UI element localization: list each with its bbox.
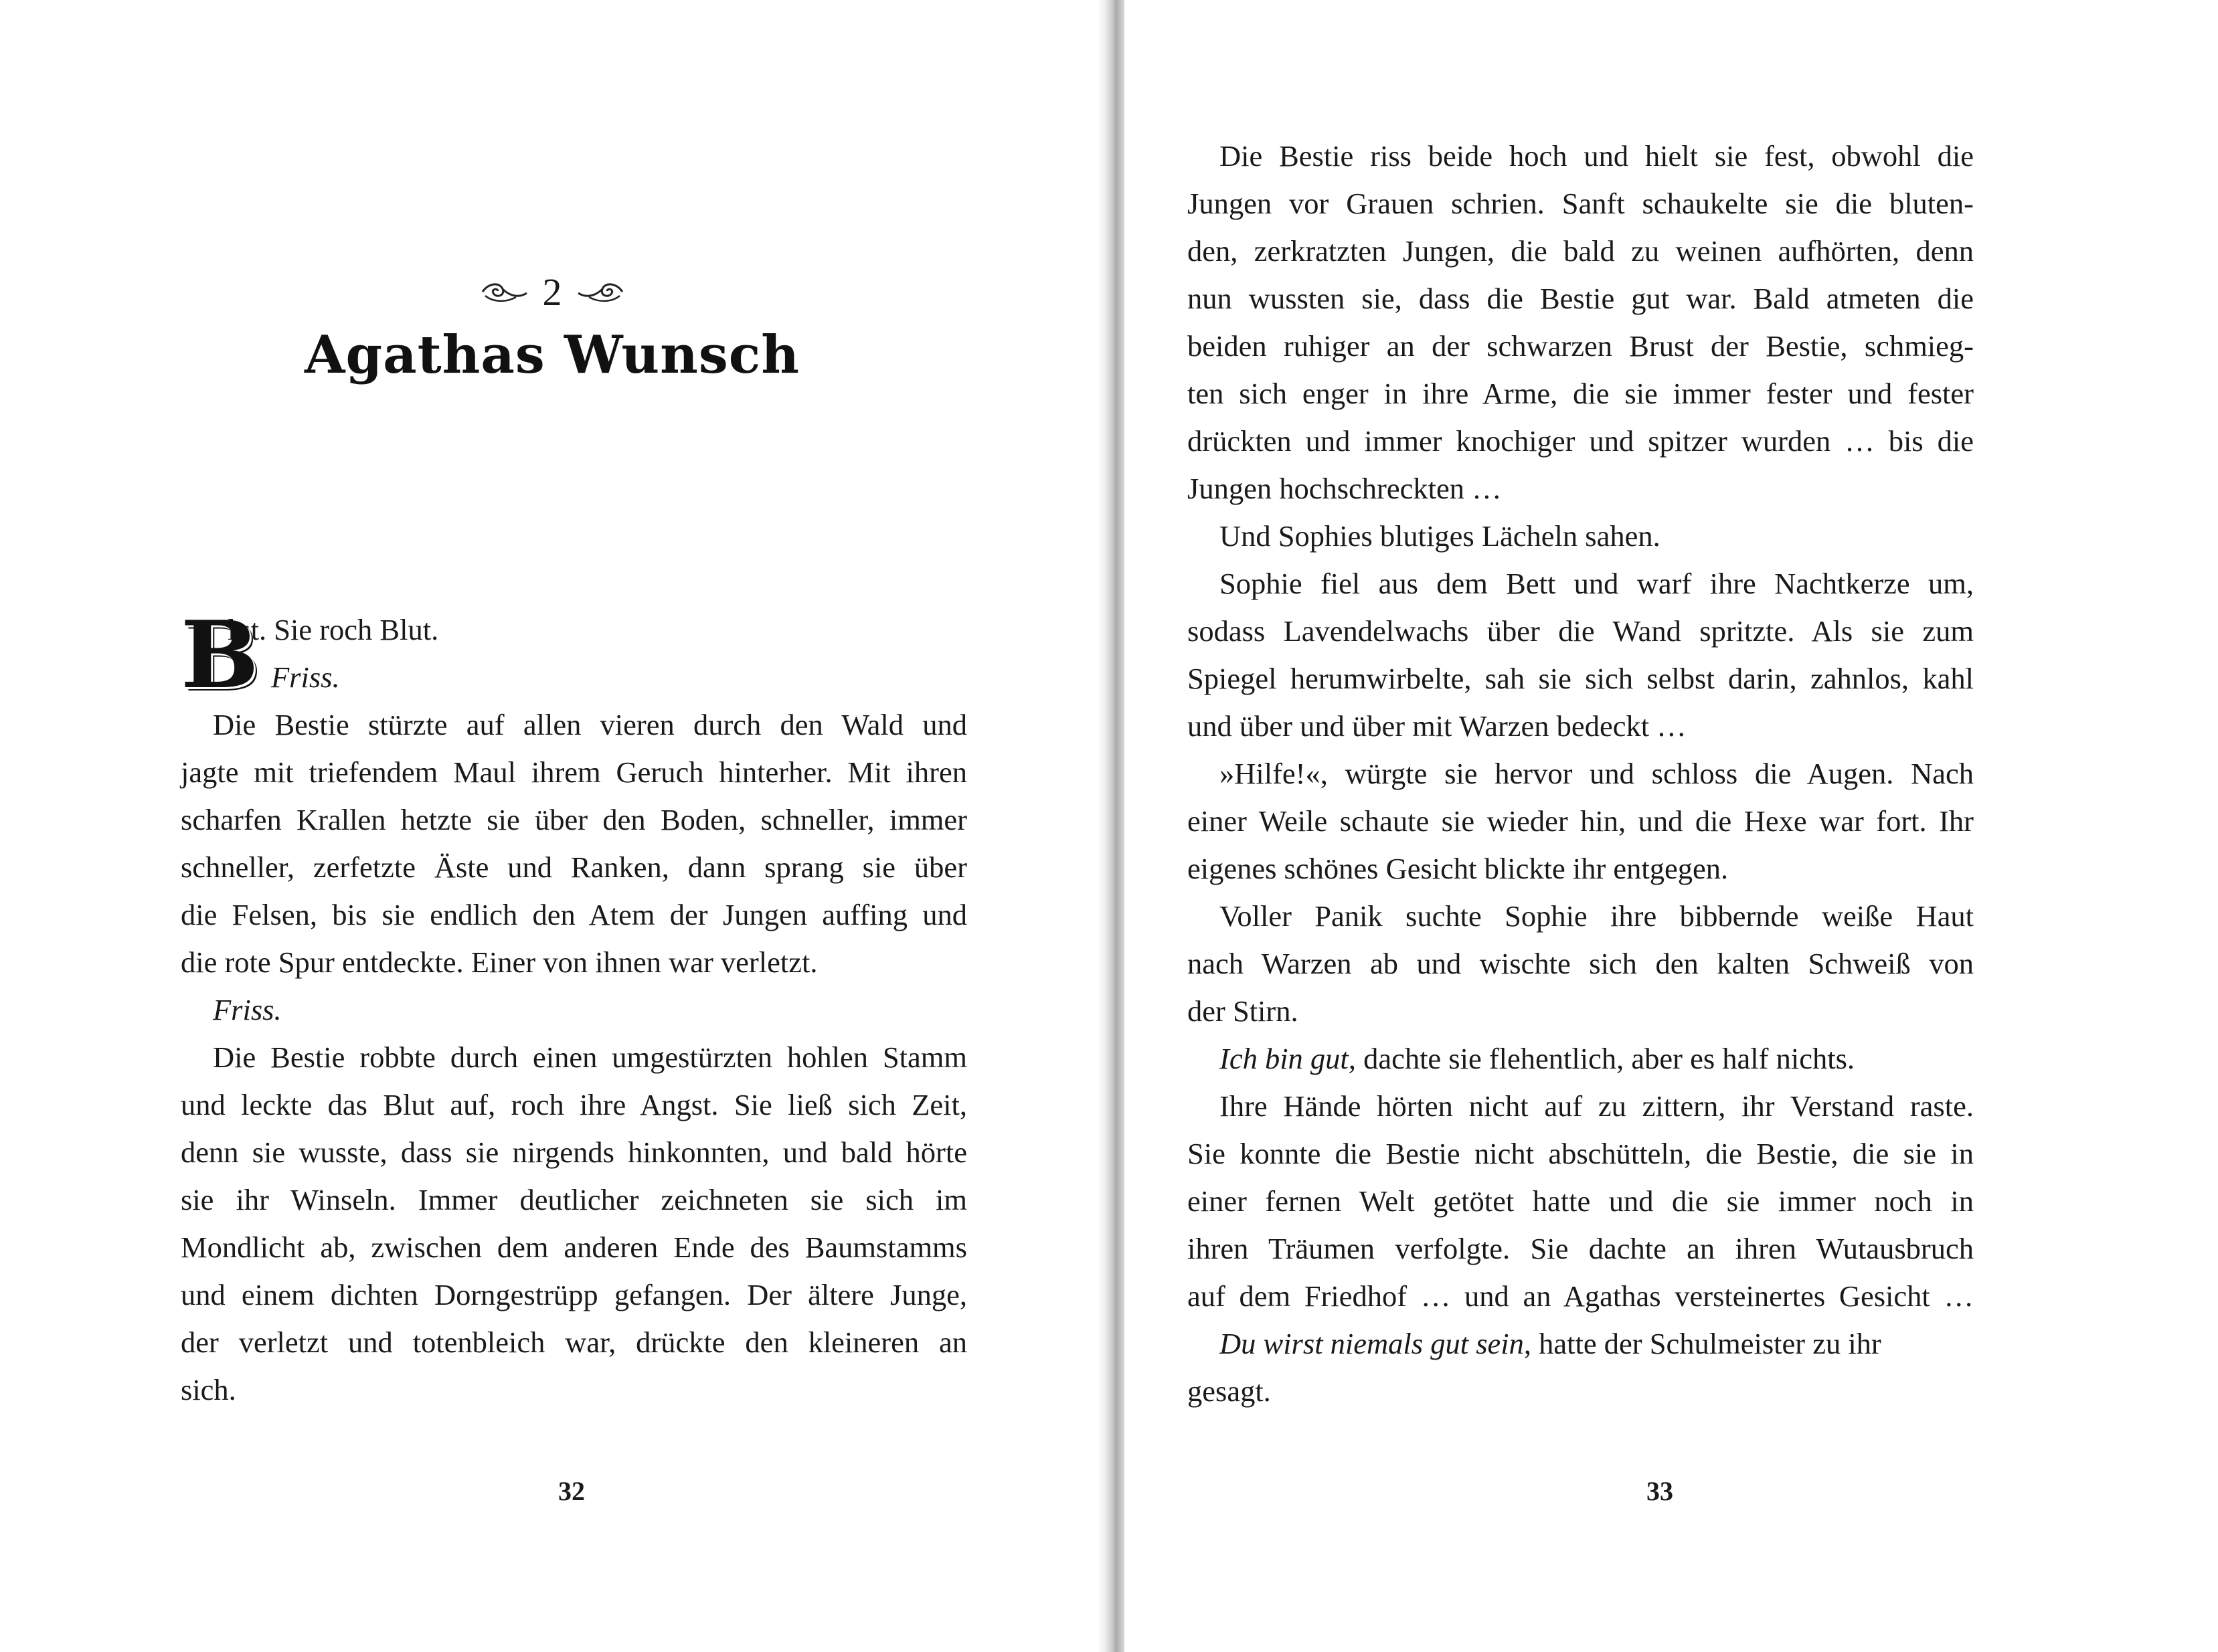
text-line: ihren Träumen verfolgte. Sie dachte an ihren Wutausbruch bbox=[1187, 1232, 1974, 1265]
text-line: nun wussten sie, dass die Bestie gut war. Bald atmeten die bbox=[1187, 282, 1974, 315]
drop-cap: B bbox=[181, 600, 259, 709]
chapter-number-row bbox=[0, 270, 1104, 314]
text-line: denn sie wusste, dass sie nirgends hinkonnten, und bald hörte bbox=[181, 1135, 967, 1169]
text-line: scharfen Krallen hetzte sie über den Boden, schneller, immer bbox=[181, 803, 967, 836]
text-line: und leckte das Blut auf, roch ihre Angst. Sie ließ sich Zeit, bbox=[181, 1088, 967, 1121]
text-line: Sie konnte die Bestie nicht abschütteln, die Bestie, die sie in bbox=[1187, 1137, 1974, 1170]
left-page bbox=[0, 0, 1104, 1652]
text-line: den, zerkratzten Jungen, die bald zu weinen aufhörten, denn bbox=[1187, 234, 1974, 268]
text-line: eigenes schönes Gesicht blickte ihr entgegen. bbox=[1187, 852, 1729, 885]
text-line: gesagt. bbox=[1187, 1374, 1271, 1408]
text-line: Jungen vor Grauen schrien. Sanft schaukelte sie die bluten- bbox=[1187, 187, 1974, 220]
text-line: nach Warzen ab und wischte sich den kalten Schweiß von bbox=[1187, 947, 1974, 980]
text-line: »Hilfe!«, würgte sie hervor und schloss die Augen. Nach bbox=[1219, 757, 1974, 790]
text-line: und über und über mit Warzen bedeckt … bbox=[1187, 709, 1687, 743]
line-text: dachte sie flehentlich, aber es half nichts. bbox=[1355, 1042, 1855, 1075]
italic-phrase: Ich bin gut, bbox=[1219, 1042, 1356, 1075]
text-line bbox=[1187, 1320, 1974, 1368]
text-line: Die Bestie stürzte auf allen vieren durch den Wald und bbox=[213, 708, 967, 741]
chapter-title: Agathas Wunsch bbox=[305, 325, 800, 385]
text-line: lut. Sie roch Blut. bbox=[228, 613, 439, 646]
text-line: einer fernen Welt getötet hatte und die sie immer noch in bbox=[1187, 1184, 1974, 1218]
text-line: Voller Panik suchte Sophie ihre bibbernde weiße Haut bbox=[1219, 899, 1974, 933]
text-line: Und Sophies blutiges Lächeln sahen. bbox=[1219, 519, 1660, 553]
text-line: sich. bbox=[181, 1373, 236, 1406]
left-text-lines bbox=[181, 600, 967, 1414]
text-line: Friss. bbox=[271, 660, 340, 694]
text-line: ten sich enger in ihre Arme, die sie immer fester und fester bbox=[1187, 377, 1974, 410]
text-line: die rote Spur entdeckte. Einer von ihnen war verletzt. bbox=[181, 945, 818, 979]
text-line: der verletzt und totenbleich war, drückte den kleineren an bbox=[181, 1325, 967, 1359]
page-number-right: 33 bbox=[1646, 1476, 1673, 1506]
page-number-left: 32 bbox=[558, 1476, 585, 1506]
text-line: schneller, zerfetzte Äste und Ranken, dann sprang sie über bbox=[181, 850, 967, 884]
text-line: Mondlicht ab, zwischen dem anderen Ende des Baumstamms bbox=[181, 1230, 967, 1264]
text-line: sie ihr Winseln. Immer deutlicher zeichneten sie sich im bbox=[181, 1183, 967, 1216]
line-text: , hatte der Schulmeister zu ihr bbox=[1523, 1327, 1881, 1360]
text-line bbox=[1187, 1035, 1974, 1083]
text-line: die Felsen, bis sie endlich den Atem der Jungen auffing und bbox=[181, 898, 967, 931]
text-line: Die Bestie riss beide hoch und hielt sie fest, obwohl die bbox=[1219, 139, 1974, 173]
italic-phrase: Du wirst niemals gut sein bbox=[1219, 1327, 1524, 1360]
chapter-number: 2 bbox=[542, 270, 562, 314]
right-text-lines bbox=[1187, 132, 1974, 1415]
left-page-body bbox=[181, 600, 967, 1414]
text-line: Sophie fiel aus dem Bett und warf ihre Nachtkerze um, bbox=[1219, 567, 1974, 600]
text-line: sodass Lavendelwachs über die Wand spritzte. Als sie zum bbox=[1187, 614, 1974, 648]
text-line: auf dem Friedhof … und an Agathas versteinertes Gesicht … bbox=[1187, 1279, 1974, 1313]
left-flourish-icon bbox=[480, 280, 528, 305]
right-page bbox=[1124, 0, 2218, 1652]
text-line: Jungen hochschreckten … bbox=[1187, 472, 1502, 505]
text-line: Ihre Hände hörten nicht auf zu zittern, ihr Verstand raste. bbox=[1219, 1089, 1974, 1123]
right-flourish-icon bbox=[577, 280, 625, 305]
text-line: Friss. bbox=[213, 993, 282, 1026]
text-line: beiden ruhiger an der schwarzen Brust der Bestie, schmieg- bbox=[1187, 329, 1974, 363]
right-page-body bbox=[1187, 132, 1974, 1415]
text-line: jagte mit triefendem Maul ihrem Geruch hinterher. Mit ihren bbox=[181, 755, 967, 789]
text-line: drückten und immer knochiger und spitzer wurden … bis die bbox=[1187, 424, 1974, 458]
text-line: einer Weile schaute sie wieder hin, und die Hexe war fort. Ihr bbox=[1187, 804, 1974, 838]
text-line: Spiegel herumwirbelte, sah sie sich selbst darin, zahnlos, kahl bbox=[1187, 662, 1974, 695]
text-line: der Stirn. bbox=[1187, 994, 1298, 1028]
text-line: und einem dichten Dorngestrüpp gefangen. Der ältere Junge, bbox=[181, 1278, 967, 1311]
text-line: Die Bestie robbte durch einen umgestürzten hohlen Stamm bbox=[213, 1040, 967, 1074]
